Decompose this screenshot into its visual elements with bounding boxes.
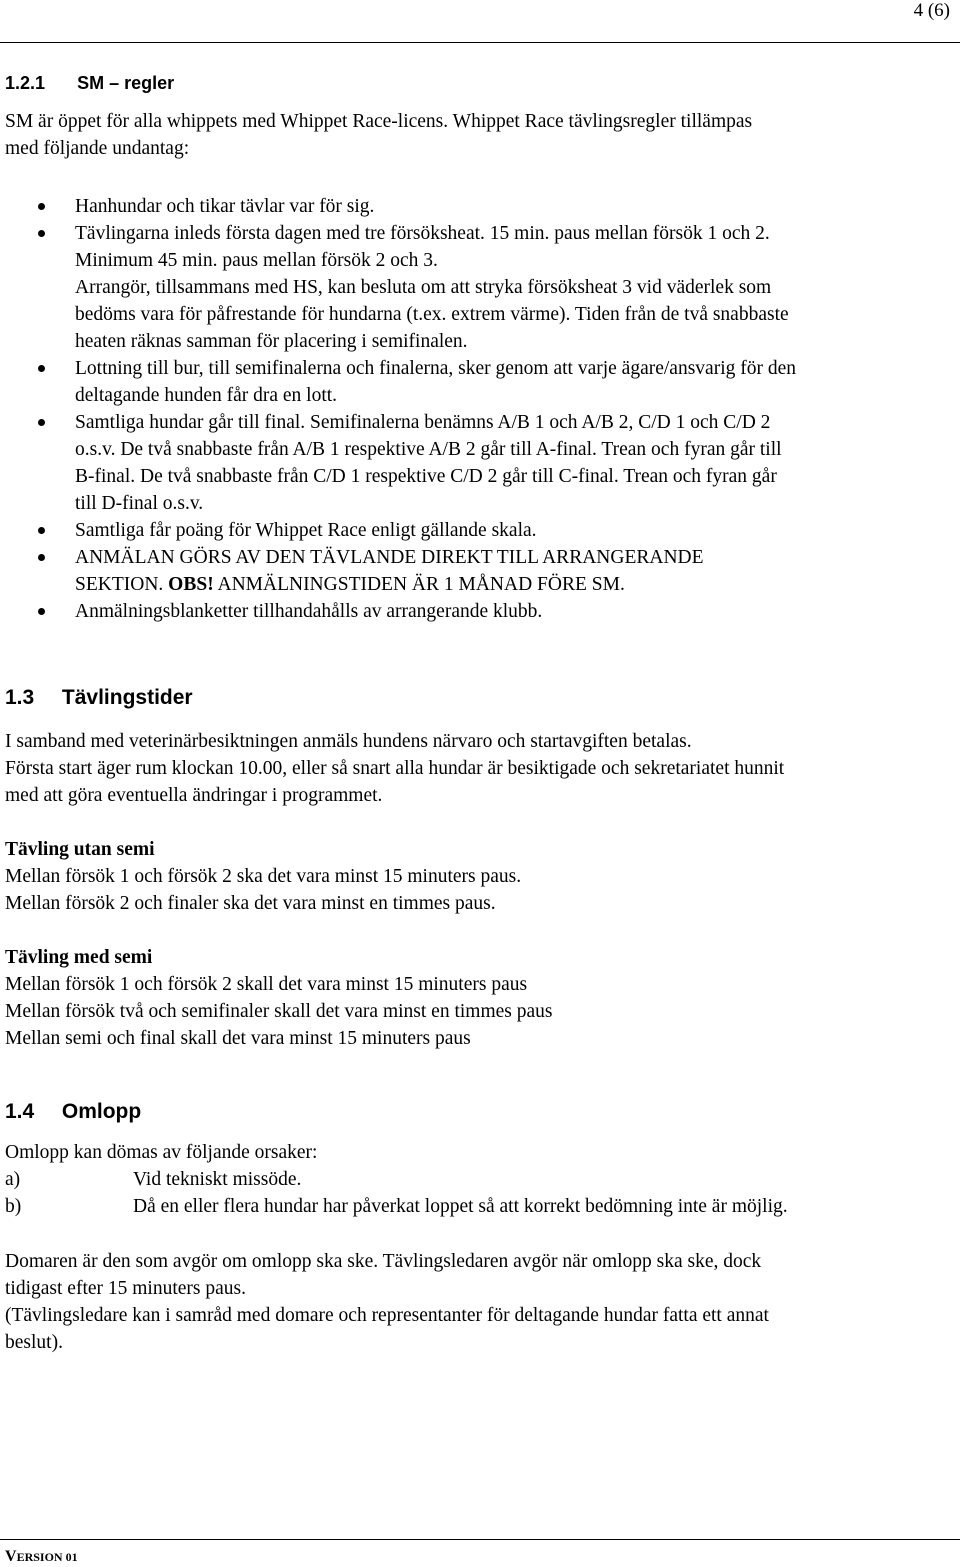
list-item bbox=[0, 355, 955, 409]
footer-rule bbox=[0, 1539, 960, 1540]
text-line: Mellan försök 2 och finaler ska det vara minst en timmes paus. bbox=[5, 893, 496, 914]
text-line: Omlopp kan dömas av följande orsaker: bbox=[5, 1142, 318, 1163]
text-line: Mellan semi och final skall det vara minst 15 minuters paus bbox=[5, 1028, 471, 1049]
section-title: Tävlingstider bbox=[61, 686, 193, 709]
bullet-icon bbox=[38, 527, 45, 534]
text-line: Lottning till bur, till semifinalerna och finalerna, sker genom att varje ägare/ansvarig för den bbox=[75, 358, 797, 379]
text-line: ANMÄLAN GÖRS AV DEN TÄVLANDE DIREKT TILL ARRANGERANDE bbox=[75, 547, 704, 568]
list-item bbox=[0, 517, 955, 544]
section-14-intro bbox=[5, 1139, 955, 1166]
list-item bbox=[0, 220, 955, 355]
text-line: deltagande hunden får dra en lott. bbox=[75, 385, 338, 406]
item-text: Vid tekniskt missöde. bbox=[133, 1169, 302, 1190]
section-heading-14 bbox=[5, 1100, 141, 1124]
section-title: Omlopp bbox=[61, 1100, 142, 1123]
header-rule bbox=[0, 42, 960, 43]
text-line: Domaren är den som avgör om omlopp ska ske. Tävlingsledaren avgör när omlopp ska ske, dock bbox=[5, 1251, 762, 1272]
text-line: Arrangör, tillsammans med HS, kan besluta om att stryka försöksheat 3 vid väderlek som bbox=[75, 277, 772, 298]
text-line: Tävlingarna inleds första dagen med tre försöksheat. 15 min. paus mellan försök 1 och 2. bbox=[75, 223, 770, 244]
item-label: a) bbox=[5, 1169, 21, 1190]
text-line: B-final. De två snabbaste från C/D 1 respektive C/D 2 går till C-final. Trean och fyran går bbox=[75, 466, 777, 487]
text-line: Mellan försök 1 och försök 2 ska det vara minst 15 minuters paus. bbox=[5, 866, 522, 887]
obs-label: OBS! bbox=[168, 574, 214, 595]
text-line: Hanhundar och tikar tävlar var för sig. bbox=[75, 196, 375, 217]
section-heading-121 bbox=[5, 73, 174, 94]
item-label: b) bbox=[5, 1196, 22, 1217]
text-line: heaten räknas samman för placering i semifinalen. bbox=[75, 331, 468, 352]
list-item bbox=[0, 598, 955, 625]
section-heading-13 bbox=[5, 686, 193, 710]
sm-rules-bullet-list bbox=[0, 193, 955, 625]
list-item bbox=[0, 193, 955, 220]
section-number: 1.2.1 bbox=[5, 73, 46, 93]
text-line: Mellan försök två och semifinaler skall det vara minst en timmes paus bbox=[5, 1001, 553, 1022]
text-line: med att göra eventuella ändringar i programmet. bbox=[5, 785, 383, 806]
section-title: SM – regler bbox=[77, 73, 175, 93]
subheading: Tävling utan semi bbox=[5, 839, 155, 860]
section-number: 1.3 bbox=[5, 686, 35, 709]
text-line: med följande undantag: bbox=[5, 138, 190, 159]
page-number: 4 (6) bbox=[913, 0, 950, 21]
med-semi-block bbox=[5, 944, 955, 1052]
text-line bbox=[75, 571, 955, 598]
bullet-icon bbox=[38, 608, 45, 615]
text-line: tidigast efter 15 minuters paus. bbox=[5, 1278, 246, 1299]
bullet-icon bbox=[38, 365, 45, 372]
footer-version bbox=[5, 1548, 78, 1566]
footer-version-rest: ERSION 01 bbox=[16, 1550, 78, 1564]
text-line: I samband med veterinärbesiktningen anmäls hundens närvaro och startavgiften betalas. bbox=[5, 731, 692, 752]
text-line: SM är öppet för alla whippets med Whippet Race-licens. Whippet Race tävlingsregler tillämpas bbox=[5, 111, 753, 132]
utan-semi-block bbox=[5, 836, 955, 917]
section-13-body bbox=[5, 728, 955, 809]
footer-version-initial: V bbox=[5, 1548, 17, 1565]
bullet-icon bbox=[38, 230, 45, 237]
text-line: Mellan försök 1 och försök 2 skall det vara minst 15 minuters paus bbox=[5, 974, 528, 995]
list-item bbox=[5, 1193, 955, 1220]
list-item bbox=[0, 409, 955, 517]
section-number: 1.4 bbox=[5, 1100, 35, 1123]
omlopp-reasons-list bbox=[5, 1166, 955, 1220]
text-line: Första start äger rum klockan 10.00, eller så snart alla hundar är besiktigade och sekretariatet hunnit bbox=[5, 758, 785, 779]
text-line: beslut). bbox=[5, 1332, 63, 1353]
bullet-icon bbox=[38, 419, 45, 426]
list-item bbox=[5, 1166, 955, 1193]
bullet-icon bbox=[38, 203, 45, 210]
text-line: o.s.v. De två snabbaste från A/B 1 respektive A/B 2 går till A-final. Trean och fyran går till bbox=[75, 439, 782, 460]
anmalan-deadline-text: ANMÄLNINGSTIDEN ÄR 1 MÅNAD FÖRE SM. bbox=[213, 574, 625, 595]
text-line: Samtliga får poäng för Whippet Race enligt gällande skala. bbox=[75, 520, 537, 541]
list-item bbox=[0, 544, 955, 598]
text-line: Samtliga hundar går till final. Semifinalerna benämns A/B 1 och A/B 2, C/D 1 och C/D 2 bbox=[75, 412, 771, 433]
text-line: (Tävlingsledare kan i samråd med domare och representanter för deltagande hundar fatta ett annat bbox=[5, 1305, 769, 1326]
text-line: bedöms vara för påfrestande för hundarna (t.ex. extrem värme). Tiden från de två snabbaste bbox=[75, 304, 789, 325]
text-line: till D-final o.s.v. bbox=[75, 493, 204, 514]
anmalan-text: SEKTION. bbox=[75, 574, 169, 595]
subheading: Tävling med semi bbox=[5, 947, 153, 968]
bullet-icon bbox=[38, 554, 45, 561]
item-text: Då en eller flera hundar har påverkat loppet så att korrekt bedömning inte är möjlig. bbox=[133, 1196, 788, 1217]
section-121-intro bbox=[5, 108, 955, 162]
section-14-closing bbox=[5, 1248, 955, 1356]
text-line: Anmälningsblanketter tillhandahålls av arrangerande klubb. bbox=[75, 601, 543, 622]
text-line: Minimum 45 min. paus mellan försök 2 och 3. bbox=[75, 250, 438, 271]
